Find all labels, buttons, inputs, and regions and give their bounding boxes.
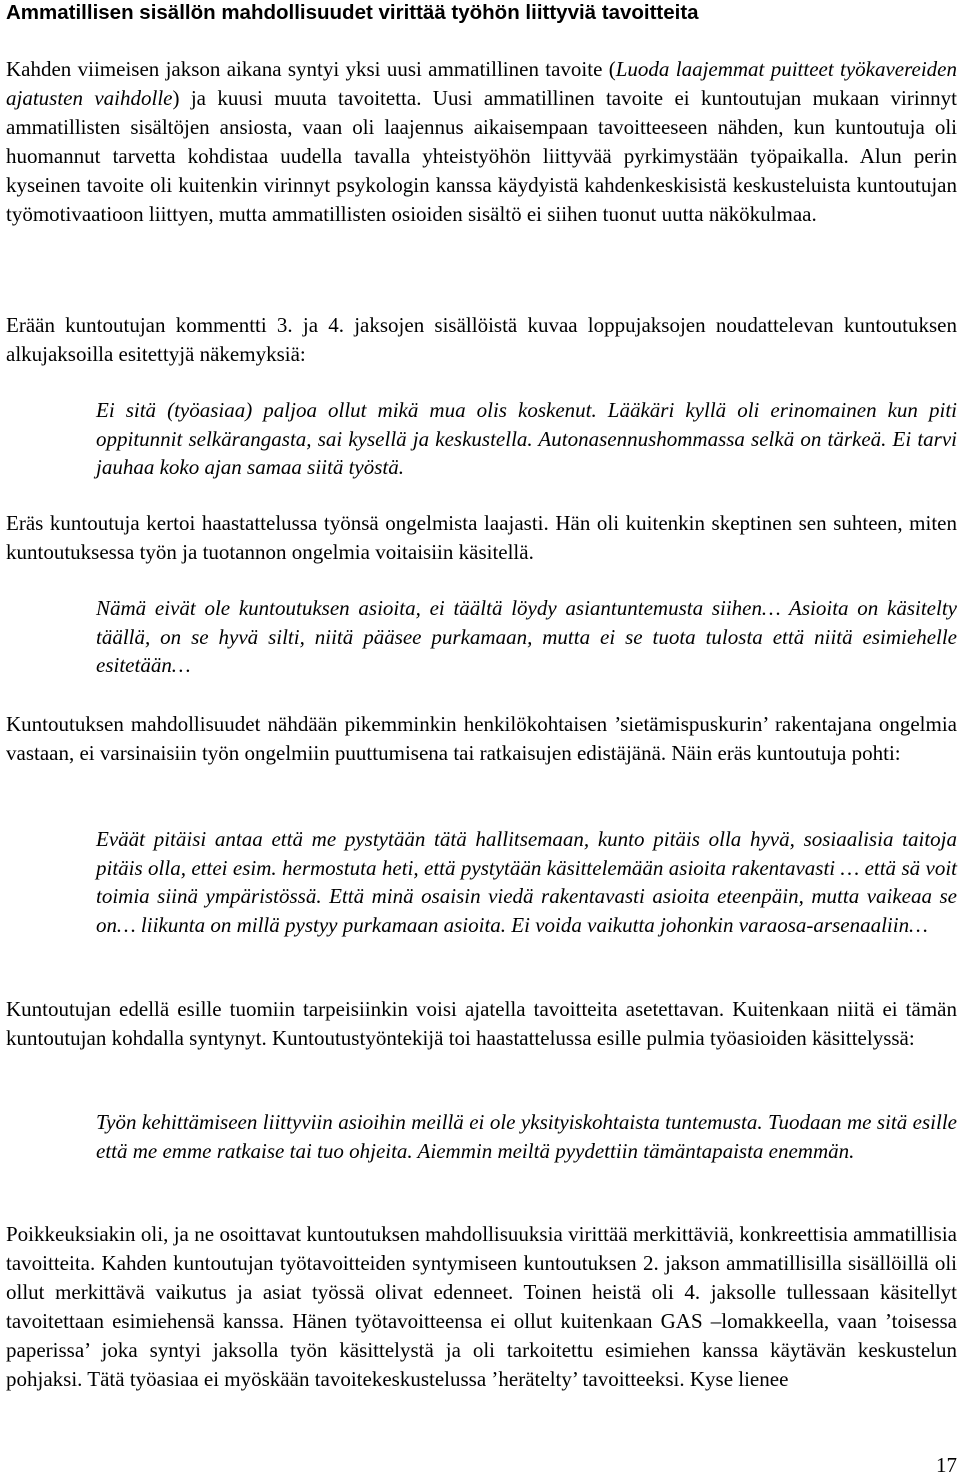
paragraph-new-goal	[6, 55, 957, 229]
quote-block: Ei sitä (työasiaa) paljoa ollut mikä mua olis koskenut. Lääkäri kyllä oli erinomainen kun piti oppitunnit selkärangasta, sai kysellä ja keskustella. Autonasennushommassa selkä on tärkeä. Ei tarvi jauhaa koko ajan samaa siitä työstä.	[96, 398, 957, 480]
quote-block: Eväät pitäisi antaa että me pystytään tätä hallitsemaan, kunto pitäis olla hyvä, sosiaalisia taitoja pitäis olla, ettei esim. hermostuta heti, että pystytään käsittelemään asioita rakentavasti … että sä voit toimia siinä ympäristössä. Että minä osaisin viedä rakentavasti asioita eteenpäin, mutta vaikeaa se on… liikunta on millä pystyy purkamaan asioita. Ei voida vaikutta johonkin varaosa-arsenaaliin…	[96, 827, 957, 938]
paragraph-text: Kahden viimeisen jakson aikana syntyi yksi uusi ammatillinen tavoite (	[6, 57, 616, 81]
goal-title-italic: Luoda laajemmat puitteet työkavereiden ajatusten vaihdolle	[6, 57, 957, 110]
paragraph-skeptic: Eräs kuntoutuja kertoi haastattelussa työnsä ongelmista laajasti. Hän oli kuitenkin skeptinen sen suhteen, miten kuntoutuksessa työn ja tuotannon ongelmia voitaisiin käsitellä.	[6, 511, 957, 564]
paragraph-text: ) ja kuusi muuta tavoitetta. Uusi ammatillinen tavoite ei kuntoutujan mukaan virinnyt ammatillisten sisältöjen ansiosta, vaan oli laajennus aikaisempaan tavoitteeseen nähden, kun kuntoutuja oli huomannut tarvetta kohdistaa uudella tavalla yhteistyöhön liittyvää pyrkimystään työpaikalla. Alun perin kyseinen tavoite oli kuitenkin virinnyt psykologin kanssa käydyistä kahdenkeskisistä keskusteluista kuntoutujan työmotivaatioon liittyen, mutta ammatillisten osioiden sisältö ei siihen tuonut uutta näkökulmaa.	[6, 86, 957, 226]
paragraph-buffer: Kuntoutuksen mahdollisuudet nähdään pikemminkin henkilökohtaisen ’sietämispuskurin’ rakentajana ongelmia vastaan, ei varsinaisiin työn ongelmiin puuttumisena tai ratkaisujen edistäjänä. Näin eräs kuntoutuja pohti:	[6, 712, 957, 765]
quote-block: Työn kehittämiseen liittyviin asioihin meillä ei ole yksityiskohtaista tuntemusta. Tuodaan me sitä esille että me emme ratkaise tai tuo ohjeita. Aiemmin meiltä pyydettiin tämäntapaista enemmän.	[96, 1110, 957, 1163]
section-heading: Ammatillisen sisällön mahdollisuudet virittää työhön liittyviä tavoitteita	[6, 1, 699, 24]
paragraph-needs: Kuntoutujan edellä esille tuomiin tarpeisiinkin voisi ajatella tavoitteita asetettavan. Kuitenkaan niitä ei tämän kuntoutujan kohdalla syntynyt. Kuntoutustyöntekijä toi haastattelussa esille pulmia työasioiden käsittelyssä:	[6, 997, 957, 1050]
paragraph-exceptions: Poikkeuksiakin oli, ja ne osoittavat kuntoutuksen mahdollisuuksia virittää merkittäviä, konkreettisia ammatillisia tavoitteita. Kahden kuntoutujan työtavoitteiden syntymiseen kuntoutuksen 2. jakson ammatillisilla sisällöillä oli ollut merkittävä vaikutus ja asiat työssä olivat edenneet. Toinen heistä oli 4. jaksolle tullessaan käsitellyt tavoitettaan esimiehensä kanssa. Hänen työtavoitteensa ei ollut kuitenkaan GAS –lomakkeella, vaan ’toisessa paperissa’ joka syntyi jaksolla työn käsittelystä ja oli tarkoitettu esimiehen kanssa käytävän keskustelun pohjaksi. Tätä työasiaa ei myöskään tavoitekeskustelussa ’herätelty’ tavoitteeksi. Kyse lienee	[6, 1222, 957, 1391]
page-number: 17	[936, 1453, 957, 1477]
quote-block: Nämä eivät ole kuntoutuksen asioita, ei täältä löydy asiantuntemusta siihen… Asioita on käsitelty täällä, on se hyvä silti, niitä pääsee purkamaan, mutta ei se tuota tulosta että niitä esimiehelle esitetään…	[96, 596, 957, 678]
paragraph-comment-intro: Erään kuntoutujan kommentti 3. ja 4. jaksojen sisällöistä kuvaa loppujaksojen noudattelevan kuntoutuksen alkujaksoilla esitettyjä näkemyksiä:	[6, 313, 957, 366]
